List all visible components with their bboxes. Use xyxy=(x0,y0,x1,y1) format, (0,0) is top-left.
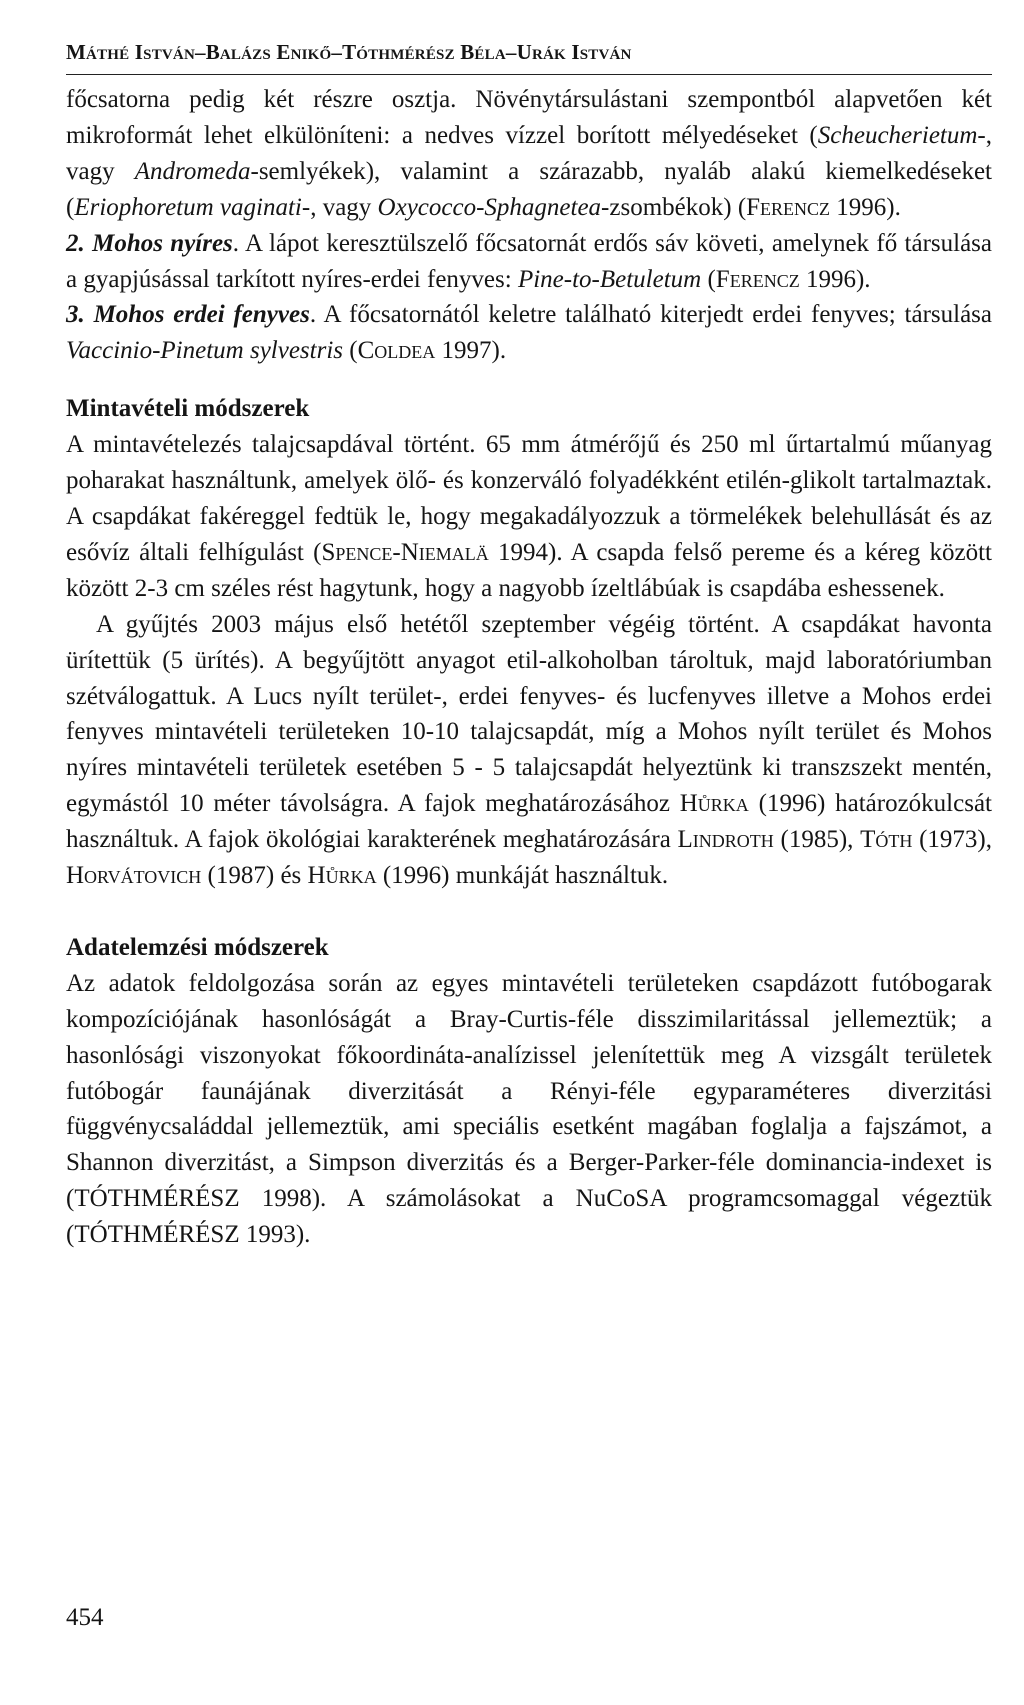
text: -semlyékek), valamint a szárazabb, nyaláb alakú kiemelkedéseket ( xyxy=(66,157,992,221)
text: 1996). xyxy=(799,265,871,293)
intro-paragraph xyxy=(66,82,992,226)
page-number: 454 xyxy=(66,1604,104,1631)
taxon-name: Eriophoretum vaginati- xyxy=(74,193,311,221)
list-term: Mohos nyíres xyxy=(92,229,233,257)
taxon-name: Oxycocco-Sphagnetea xyxy=(377,193,602,221)
taxon-name: Andromeda xyxy=(134,157,251,185)
taxon-name: Pine-to-Betuletum xyxy=(517,265,702,293)
taxon-name: Scheucherietum- xyxy=(817,121,986,149)
text: (1996) határozókulcsát használtuk. A fajok ökológiai karakterének meghatározására xyxy=(66,790,992,854)
text: -zsombékok) ( xyxy=(601,193,747,221)
analysis-paragraph xyxy=(66,966,992,1253)
header-rule xyxy=(66,74,992,75)
text: (1987) és xyxy=(201,862,308,890)
text: (1985), xyxy=(773,826,861,854)
text: , vagy xyxy=(310,193,378,221)
citation-author: Hůrka xyxy=(679,790,749,818)
text: 1996). xyxy=(830,193,901,221)
citation-author: TÓTHMÉRÉSZ xyxy=(74,1221,240,1249)
citation-author: Tóth xyxy=(860,826,913,854)
citation-author: Ferencz xyxy=(746,193,831,221)
text: főcsatorna pedig két részre osztja. Növénytársulástani szempontból alapvetően két mikroformát lehet elkülöníteni: a nedves vízzel borított mélyedéseket ( xyxy=(66,86,992,149)
text: A gyűjtés 2003 május első hetétől szeptember végéig történt. A csapdákat havonta ürítettük (5 ürítés). A begyűjtött anyagot etil-alkoholban tároltuk, majd laboratóriumban szétválogattuk. A Lucs nyílt terület-, erdei fenyves- és lucfenyves illetve a Mohos erdei fenyves mintavételi területeken 10-10 talajcsapdát, míg a Mohos nyílt terület és Mohos nyíres mintavételi területek esetében 5 - 5 talajcsapdát helyeztünk ki transzszekt mentén, egymástól 10 méter távolságra. A fajok meghatározásához xyxy=(66,610,992,818)
citation-author: Horvátovich xyxy=(66,862,202,890)
citation-author: Hůrka xyxy=(307,862,377,890)
running-header: Máthé István–Balázs Enikő–Tóthmérész Béla–Urák István xyxy=(66,40,632,64)
list-number: 2. xyxy=(66,229,85,257)
text: . A lápot keresztülszelő főcsatornát erdős sáv követi, amelynek fő társulása a gyapjúsással tarkított nyíres-erdei fenyves: xyxy=(66,229,992,293)
text: 1997). xyxy=(435,337,507,365)
citation-author: Lindroth xyxy=(677,826,774,854)
citation-author: Ferencz xyxy=(715,265,800,293)
section-heading-analysis: Adatelemzési módszerek xyxy=(66,933,329,961)
text: . A főcsatornától keletre található kiterjedt erdei fenyves; társulása xyxy=(309,301,992,329)
list-item-3 xyxy=(66,297,992,369)
citation-author: Coldea xyxy=(357,337,436,365)
text: A mintavételezés talajcsapdával történt. 65 mm átmérőjű és 250 ml űrtartalmú műanyag poharakat használtunk, amelyek ölő- és konzerváló folyadékként etilén-glikolt tartalmaztak. A csapdákat fakéreggel fedtük le, hogy megakadályozzuk a törmelékek belehullását és az esővíz általi felhígulást ( xyxy=(66,431,992,566)
list-term: Mohos erdei fenyves xyxy=(93,301,310,329)
main-text xyxy=(66,82,992,1253)
citation-author: Spence-Niemalä xyxy=(321,538,489,566)
text: (1996) munkáját használtuk. xyxy=(376,862,669,890)
text: Az adatok feldolgozása során az egyes mintavételi területeken csapdázott futóbogarak kompozíciójának hasonlóságát a Bray-Curtis-féle disszimilaritással jellemeztük; a hasonlósági viszonyokat főkoordináta-analízissel jelenítettük meg A vizsgált területek futóbogár faunájának diverzitását a Rényi-féle egyparaméteres diverzitási függvénycsaláddal jellemeztük, ami speciális esetként magában foglalja a fajszámot, a Shannon diverzitást, a Simpson diverzitás és a Berger-Parker-féle dominancia-indexet is ( xyxy=(66,969,992,1213)
methods-paragraph-1 xyxy=(66,427,992,607)
list-item-2 xyxy=(66,226,992,298)
section-heading-methods: Mintavételi módszerek xyxy=(66,395,310,423)
methods-paragraph-2 xyxy=(66,607,992,894)
citation-author: TÓTHMÉRÉSZ xyxy=(74,1185,240,1213)
taxon-name: Vaccinio-Pinetum sylvestris xyxy=(66,337,344,365)
text: ( xyxy=(701,265,716,293)
text: , vagy xyxy=(66,121,992,185)
list-number: 3. xyxy=(66,301,85,329)
text: ( xyxy=(343,337,358,365)
text: 1993). xyxy=(239,1221,311,1249)
text: 1994). A csapda felső pereme és a kéreg között között 2-3 cm széles rést hagytunk, hogy a nagyobb ízeltlábúak is csapdába eshessenek. xyxy=(66,538,992,602)
text: (1973), xyxy=(912,826,992,854)
text: 1998). A számolásokat a NuCoSA programcsomaggal végeztük ( xyxy=(66,1185,992,1249)
